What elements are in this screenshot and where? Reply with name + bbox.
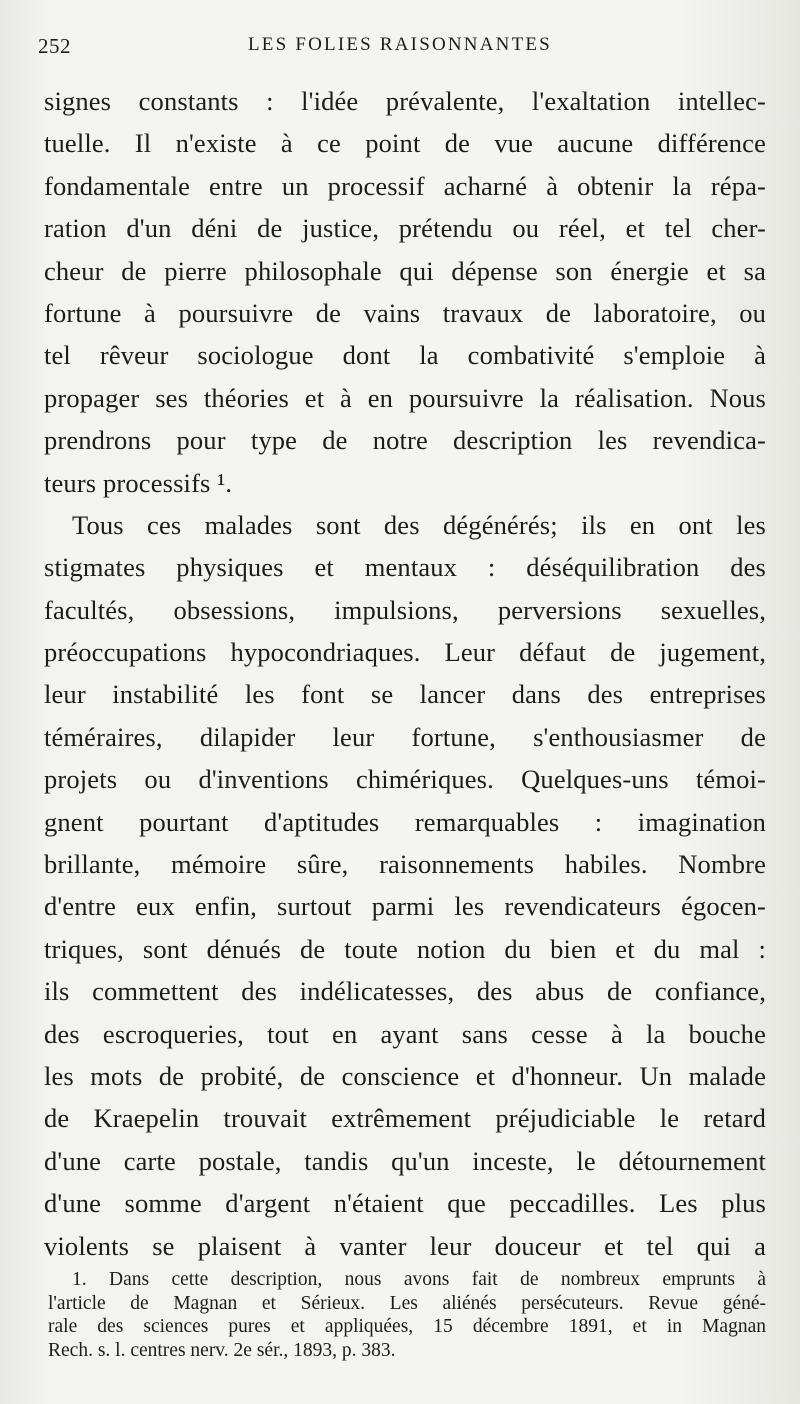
footnote-line: 1. Dans cette description, nous avons fait de nombreux emprunts à — [72, 1269, 766, 1290]
running-head — [38, 34, 760, 60]
footnotes — [48, 1268, 766, 1362]
text-line: gnent pourtant d'aptitudes remarquables : imagination — [44, 806, 766, 837]
text-line: de Kraepelin trouvait extrêmement préjudiciable le retard — [44, 1103, 766, 1134]
text-line: tuelle. Il n'existe à ce point de vue aucune différence — [44, 128, 766, 159]
text-line: teurs processifs ¹. — [44, 467, 233, 498]
text-line: ration d'un déni de justice, prétendu ou réel, et tel cher- — [44, 213, 766, 244]
page-number: 252 — [38, 34, 71, 58]
text-line: cheur de pierre philosophale qui dépense son énergie et sa — [44, 255, 766, 286]
text-line: prendrons pour type de notre description les revendica- — [44, 425, 766, 456]
text-line: téméraires, dilapider leur fortune, s'enthousiasmer de — [44, 721, 766, 752]
text-line: ils commettent des indélicatesses, des abus de confiance, — [44, 976, 766, 1007]
text-line: d'une somme d'argent n'étaient que peccadilles. Les plus — [44, 1188, 766, 1219]
paragraph-start-line: Tous ces malades sont des dégénérés; ils en ont les — [72, 509, 766, 540]
text-line: tel rêveur sociologue dont la combativité s'emploie à — [44, 340, 766, 371]
text-line: triques, sont dénués de toute notion du bien et du mal : — [44, 933, 766, 964]
text-line: propager ses théories et à en poursuivre la réalisation. Nous — [44, 382, 766, 413]
footnote-line: l'article de Magnan et Sérieux. Les aliénés persécuteurs. Revue géné- — [48, 1292, 766, 1314]
text-line: fortune à poursuivre de vains travaux de laboratoire, ou — [44, 297, 766, 328]
running-title: LES FOLIES RAISONNANTES — [248, 34, 552, 55]
text-line: leur instabilité les font se lancer dans des entreprises — [44, 679, 766, 710]
text-line: fondamentale entre un processif acharné à obtenir la répa- — [44, 170, 766, 201]
footnote-line: rale des sciences pures et appliquées, 15 décembre 1891, et in Magnan — [48, 1316, 766, 1337]
text-line: préoccupations hypocondriaques. Leur défaut de jugement, — [44, 637, 766, 668]
text-line: brillante, mémoire sûre, raisonnements habiles. Nombre — [44, 849, 766, 880]
text-line: les mots de probité, de conscience et d'honneur. Un malade — [44, 1060, 766, 1091]
footnote-line: Rech. s. l. centres nerv. 2e sér., 1893, p. 383. — [48, 1339, 396, 1361]
text-line: stigmates physiques et mentaux : déséquilibration des — [44, 552, 766, 583]
text-line: violents se plaisent à vanter leur douceur et tel qui a — [44, 1230, 766, 1261]
text-line: facultés, obsessions, impulsions, perversions sexuelles, — [44, 594, 766, 625]
text-line: d'entre eux enfin, surtout parmi les revendicateurs égocen- — [44, 891, 766, 922]
text-line: des escroqueries, tout en ayant sans cesse à la bouche — [44, 1018, 766, 1049]
text-line: d'une carte postale, tandis qu'un inceste, le détournement — [44, 1145, 766, 1176]
text-line: signes constants : l'idée prévalente, l'exaltation intellec- — [44, 86, 766, 116]
text-line: projets ou d'inventions chimériques. Quelques-uns témoi- — [44, 764, 766, 795]
body-text — [44, 80, 766, 1267]
